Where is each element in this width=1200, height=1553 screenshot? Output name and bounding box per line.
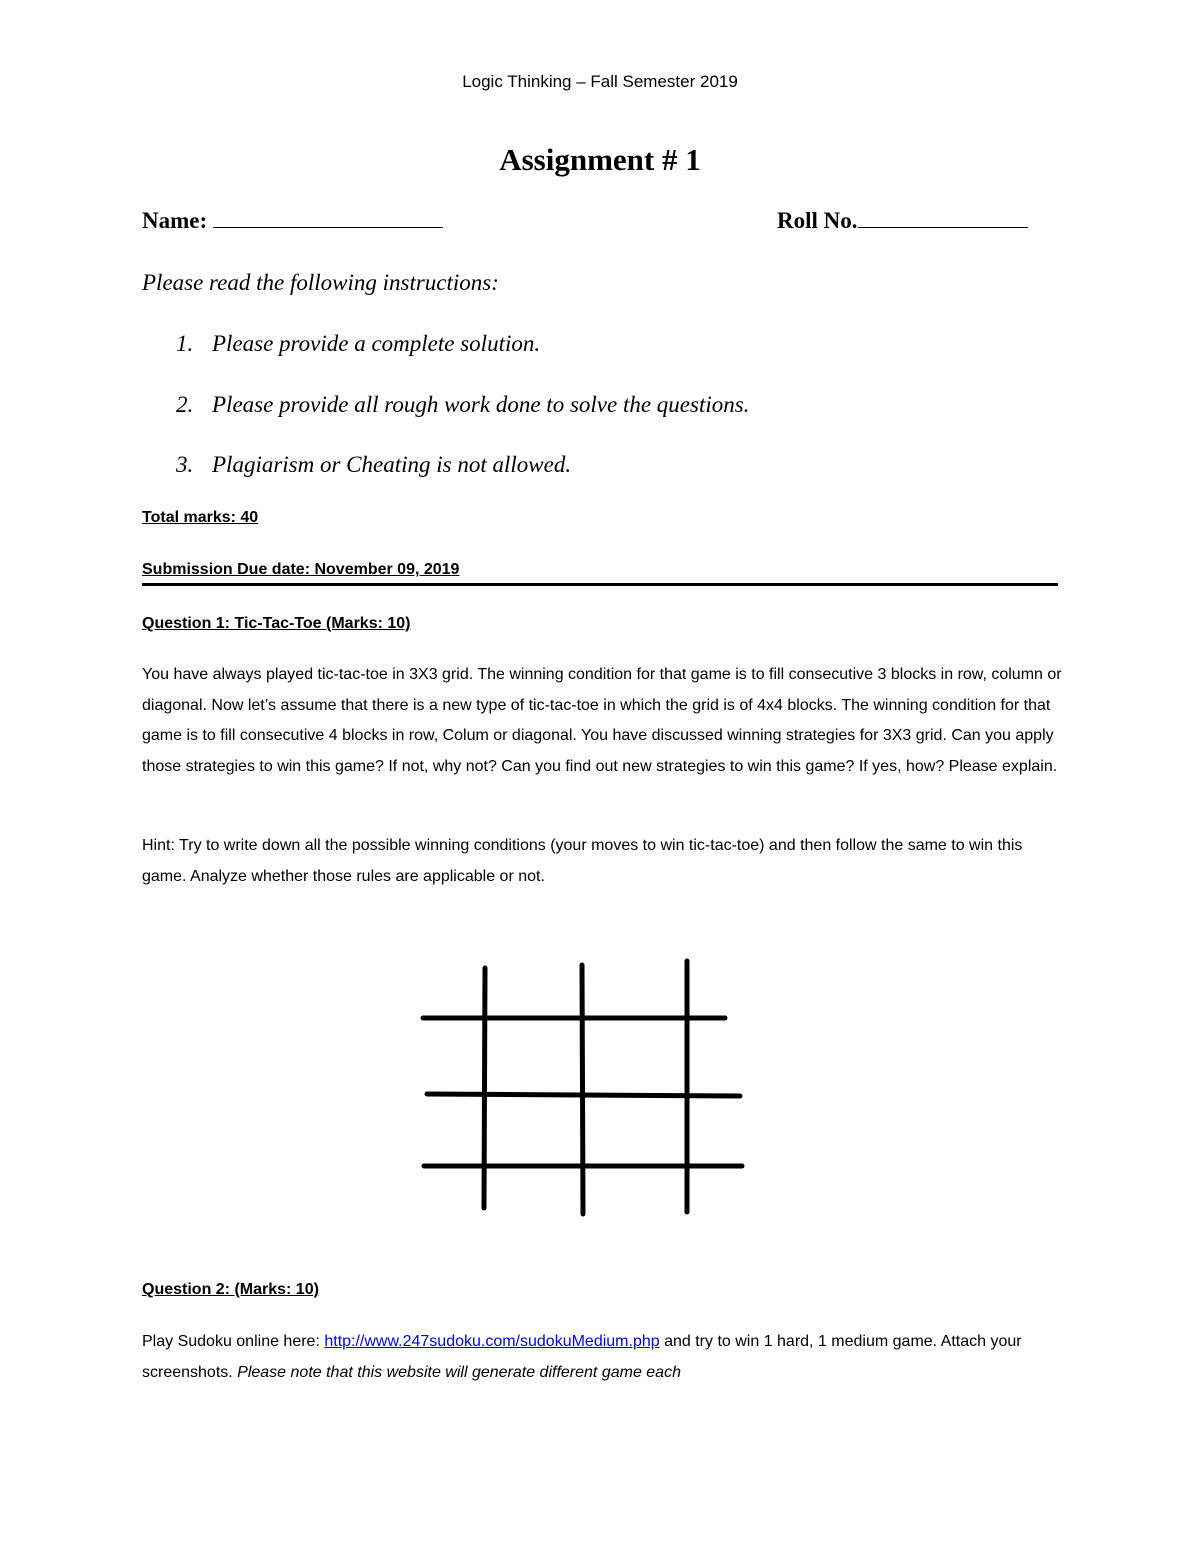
sudoku-link[interactable]: http://www.247sudoku.com/sudokuMedium.php [324, 1333, 660, 1350]
total-marks: Total marks: 40 [142, 509, 259, 526]
grid-vertical-line [582, 965, 583, 1214]
instruction-number: 3. [176, 452, 194, 477]
instruction-text: Plagiarism or Cheating is not allowed. [212, 452, 572, 477]
page-title: Assignment # 1 [499, 142, 701, 177]
question-2-prefix: Play Sudoku online here: [142, 1333, 325, 1350]
page-header: Logic Thinking – Fall Semester 2019 [462, 72, 738, 91]
due-date: Submission Due date: November 09, 2019 [142, 561, 460, 578]
instruction-number: 2. [176, 392, 194, 417]
instruction-text: Please provide all rough work done to solve the questions. [212, 392, 750, 417]
instruction-number: 1. [176, 331, 194, 356]
question-1-hint: Hint: Try to write down all the possible winning conditions (your moves to win tic-tac-toe) and then follow the same to win this game. Analyze whether those rules are applicable or not. [142, 837, 1023, 885]
question-2-body [142, 1327, 1062, 1388]
question-1-body: You have always played tic-tac-toe in 3X3 grid. The winning condition for that game is to fill consecutive 3 blocks in row, column or diagonal. Now let’s assume that there is a new type of tic-tac-toe in which the grid is of 4x4 blocks. The winning condition for that game is to fill consecutive 4 blocks in row, Colum or diagonal. You have discussed winning strategies for 3X3 grid. Can you apply those strategies to win this game? If not, why not? Can you find out new strategies to win this game? If yes, how? Please explain. [142, 666, 1062, 775]
roll-label: Roll No. [777, 208, 858, 233]
question-2-title: Question 2: (Marks: 10) [142, 1281, 319, 1298]
question-2-middle: and try to win 1 hard, 1 medium game. Attach your screenshots. [142, 1333, 1022, 1381]
name-label: Name: [142, 208, 208, 233]
grid-vertical-line [484, 968, 485, 1208]
instruction-text: Please provide a complete solution. [212, 331, 541, 356]
instructions-intro: Please read the following instructions: [142, 270, 499, 295]
question-1-title: Question 1: Tic-Tac-Toe (Marks: 10) [142, 615, 411, 632]
question-2-note: Please note that this website will generate different game each [237, 1363, 681, 1381]
